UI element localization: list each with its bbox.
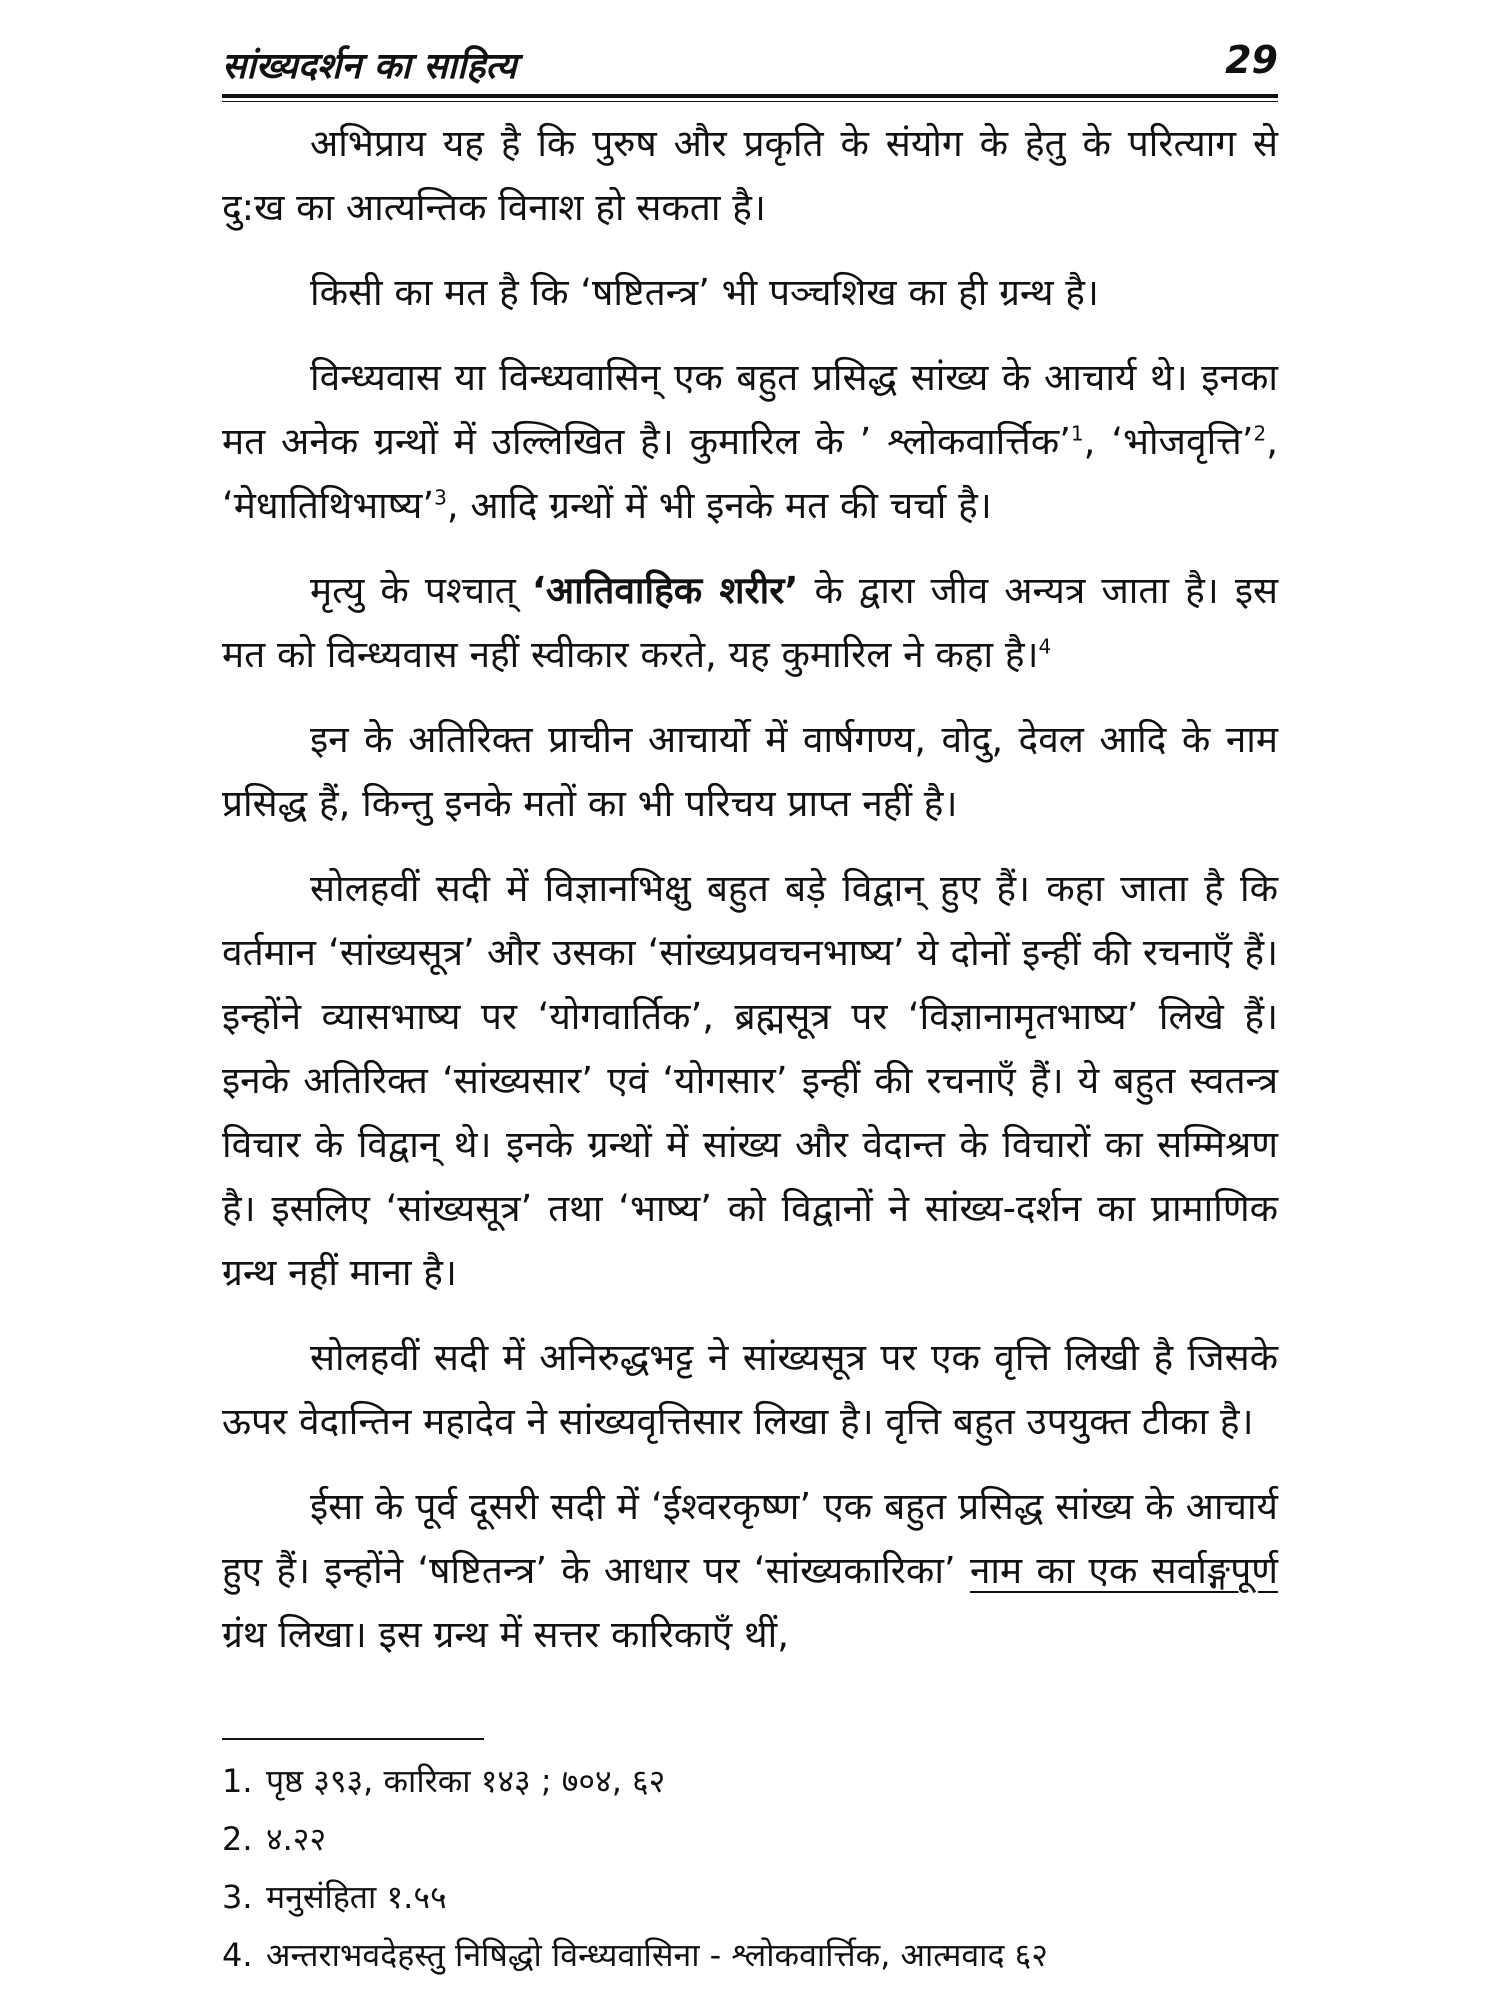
paragraph-2: किसी का मत है कि ‘षष्टितन्त्र’ भी पञ्चशिख का ही ग्रन्थ है। [310,271,1099,314]
header-rule-thick [222,94,1278,98]
paragraph-7: सोलहवीं सदी में अनिरुद्धभट्ट ने सांख्यसूत्र पर एक वृत्ति लिखी है जिसके ऊपर वेदान्तिन महादेव ने सांख्यवृत्तिसार लिखा है। वृत्ति बहुत उपयुक्त टीका है। [222,1336,1278,1443]
footnote-3 [222,1868,1278,1926]
paragraph-3 [222,346,1278,538]
paragraph-8-text-b: ग्रंथ लिखा। इस ग्रन्थ में सत्तर कारिकाएँ थीं, [222,1613,789,1656]
running-title: सांख्यदर्शन का साहित्य [222,46,517,87]
paragraph-6: सोलहवीं सदी में विज्ञानभिक्षु बहुत बड़े विद्वान् हुए हैं। कहा जाता है कि वर्तमान ‘सांख्यसूत्र’ और उसका ‘सांख्यप्रवचनभाष्य’ ये दोनों इन्हीं की रचनाएँ हैं। इन्होंने व्यासभाष्य पर ‘योगवार्तिक’, ब्रह्मसूत्र पर ‘विज्ञानामृतभाष्य’ लिखे हैं। इनके अतिरिक्त ‘सांख्यसार’ एवं ‘योगसार’ इन्हीं की रचनाएँ हैं। ये बहुत स्वतन्त्र विचार के विद्वान् थे। इनके ग्रन्थों में सांख्य और वेदान्त के विचारों का सम्मिश्रण है। इसलिए ‘सांख्यसूत्र’ तथा ‘भाष्य’ को विद्वानों ने सांख्य-दर्शन का प्रामाणिक ग्रन्थ नहीं माना है। [222,867,1278,1294]
footnote-ref-2: 2 [1253,421,1267,446]
paragraph-8-text-a: ईसा के पूर्व दूसरी सदी में ‘ईश्वरकृष्ण’ एक बहुत प्रसिद्ध सांख्य के आचार्य हुए हैं। इन्होंने ‘षष्टितन्त्र’ के आधार पर ‘सांख्यकारिका’ [222,1485,1278,1592]
paragraph-3-text-a: विन्ध्यवास या विन्ध्यवासिन् एक बहुत प्रसिद्ध सांख्य के आचार्य थे। इनका मत अनेक ग्रन्थों में उल्लिखित है। कुमारिल के ’ श्लोकवार्त्तिक’ [222,356,1278,463]
paragraph-5: इन के अतिरिक्त प्राचीन आचार्यो में वार्षगण्य, वोदु, देवल आदि के नाम प्रसिद्ध हैं, किन्तु इनके मतों का भी परिचय प्राप्त नहीं है। [222,718,1278,825]
footnote-text: अन्तराभवदेहस्तु निषिद्धो विन्ध्यवासिना - श्लोकवार्त्तिक, आत्मवाद ६२ [266,1936,1048,1974]
footnote-number: 3. [222,1878,253,1916]
footnote-number: 2. [222,1820,253,1858]
paragraph-3-text-d: , आदि ग्रन्थों में भी इनके मत की चर्चा है। [446,484,992,527]
page-header [222,36,1278,92]
header-rule-thin [222,101,1278,102]
paragraph-3-text-c: , ‘मेधातिथिभाष्य’ [222,420,1278,527]
paragraph-4-text-b: के द्वारा जीव अन्यत्र जाता है। इस मत को विन्ध्यवास नहीं स्वीकार करते, यह कुमारिल ने कहा है। [222,569,1278,676]
paragraph-4-bold-term: ‘आतिवाहिक शरीर’ [531,569,799,612]
paragraph-4-text-a: मृत्यु के पश्चात् [310,569,532,612]
footnote-text: ४.२२ [266,1820,327,1858]
footnote-number: 4. [222,1936,253,1974]
footnote-text: मनुसंहिता १.५५ [266,1878,447,1916]
footnote-ref-3: 3 [434,485,447,510]
paragraph-4 [222,559,1278,687]
footnote-number: 1. [222,1762,253,1800]
paragraph-1: अभिप्राय यह है कि पुरुष और प्रकृति के संयोग के हेतु के परित्याग से दु:ख का आत्यन्तिक विनाश हो सकता है। [222,122,1278,229]
footnote-4 [222,1926,1278,1984]
paragraph-8 [222,1475,1278,1667]
body-text [222,112,1278,1688]
footnotes [222,1752,1278,1984]
footnote-2 [222,1810,1278,1868]
footnote-text: पृष्ठ ३९३, कारिका १४३ ; ७०४, ६२ [266,1762,666,1800]
page-number: 29 [1225,38,1278,82]
footnote-ref-1: 1 [1070,421,1084,446]
paragraph-3-text-b: , ‘भोजवृत्ति’ [1083,420,1254,463]
footnote-separator [222,1738,484,1740]
footnote-ref-4: 4 [1038,634,1052,659]
paragraph-8-underlined: नाम का एक सर्वाङ्गपूर्ण [969,1549,1278,1592]
footnote-1 [222,1752,1278,1810]
